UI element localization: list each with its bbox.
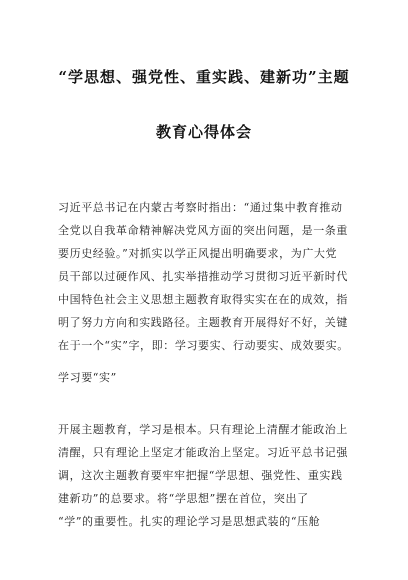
paragraph-line: “学”的重要性。扎实的理论学习是思想武装的“压舱 xyxy=(58,515,321,528)
paragraph-line: 员干部以过硬作风、扎实举措推动学习贯彻习近平新时代 xyxy=(58,270,348,283)
paragraph-study xyxy=(58,418,358,533)
paragraph-intro xyxy=(58,196,358,357)
section-heading-study: 学习要“实” xyxy=(58,371,117,384)
paragraph-line: 习近平总书记在内蒙古考察时指出：“通过集中教育推动 xyxy=(58,201,343,214)
document-title-line-1: “学思想、强党性、重实践、建新功”主题 xyxy=(58,68,350,86)
paragraph-line: 调，这次主题教育要牢牢把握“学思想、强党性、重实践 xyxy=(58,469,343,482)
paragraph-line: 建新功”的总要求。将“学思想”摆在首位，突出了 xyxy=(58,492,309,505)
paragraph-line: 中国特色社会主义思想主题教育取得实实在在的成效，指 xyxy=(58,293,348,306)
paragraph-line: 开展主题教育，学习是根本。只有理论上清醒才能政治上 xyxy=(58,423,348,436)
paragraph-line: 全党以自我革命精神解决党风方面的突出问题，是一条重 xyxy=(58,224,348,237)
document-title-line-2: 教育心得体会 xyxy=(155,123,252,141)
paragraph-line: 要历史经验。”对抓实以学正风提出明确要求，为广大党 xyxy=(58,247,338,260)
paragraph-line: 在于一个“实”字，即：学习要实、行动要实、成效要实。 xyxy=(58,339,349,352)
paragraph-line: 明了努力方向和实践路径。主题教育开展得好不好，关键 xyxy=(58,316,348,329)
paragraph-line: 清醒，只有理论上坚定才能政治上坚定。习近平总书记强 xyxy=(58,446,348,459)
